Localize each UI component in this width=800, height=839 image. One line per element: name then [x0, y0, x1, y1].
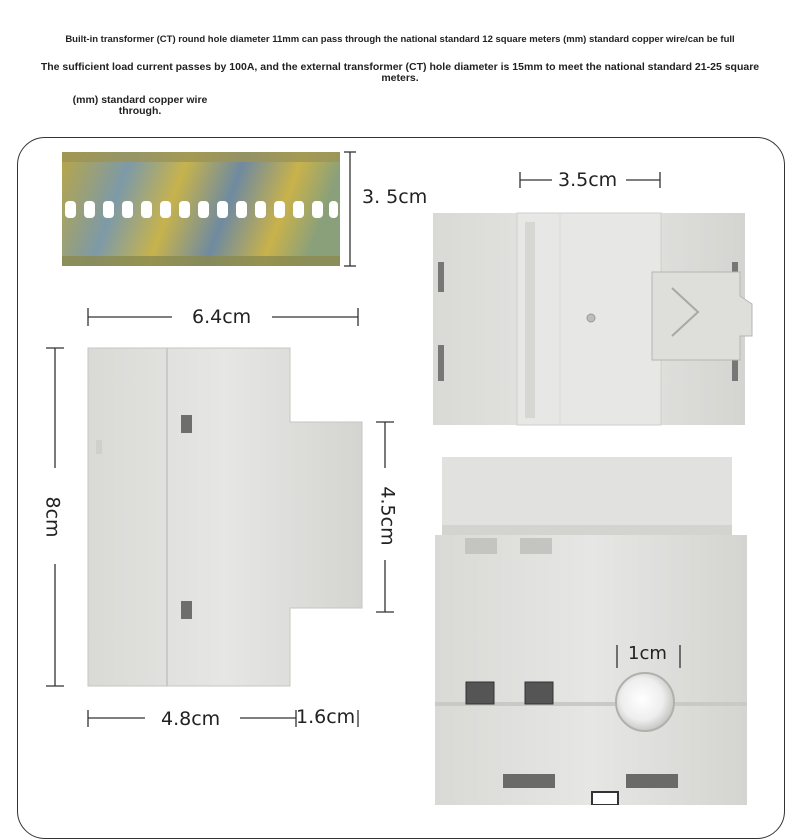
rail-height-label: 3. 5cm — [362, 186, 428, 208]
rail-height-dim — [344, 152, 356, 266]
side-height-label: 8cm — [41, 496, 64, 538]
device-side-view — [88, 348, 362, 686]
caption-line-1: Built-in transformer (CT) round hole diameter 11mm can pass through the national standard 12 square meters (mm) standard copper wire/can be full — [65, 34, 735, 45]
device-front-view — [435, 457, 747, 805]
device-top-view — [433, 213, 752, 425]
front-height-label: 4.5cm — [376, 486, 399, 546]
hole-diameter-label: 1cm — [628, 643, 667, 664]
din-rail — [62, 152, 340, 266]
caption-line-2: The sufficient load current passes by 100A, and the external transformer (CT) hole diameter is 15mm to meet the national standard 21-25 square meters. — [40, 61, 760, 84]
rail-slots — [65, 201, 338, 218]
bottom-right-label: 1.6cm — [296, 706, 356, 728]
bottom-left-label: 4.8cm — [161, 708, 221, 730]
top-width-label: 3.5cm — [558, 169, 618, 191]
caption-line-3: (mm) standard copper wire through. — [72, 94, 208, 117]
side-depth-label: 6.4cm — [192, 306, 252, 328]
